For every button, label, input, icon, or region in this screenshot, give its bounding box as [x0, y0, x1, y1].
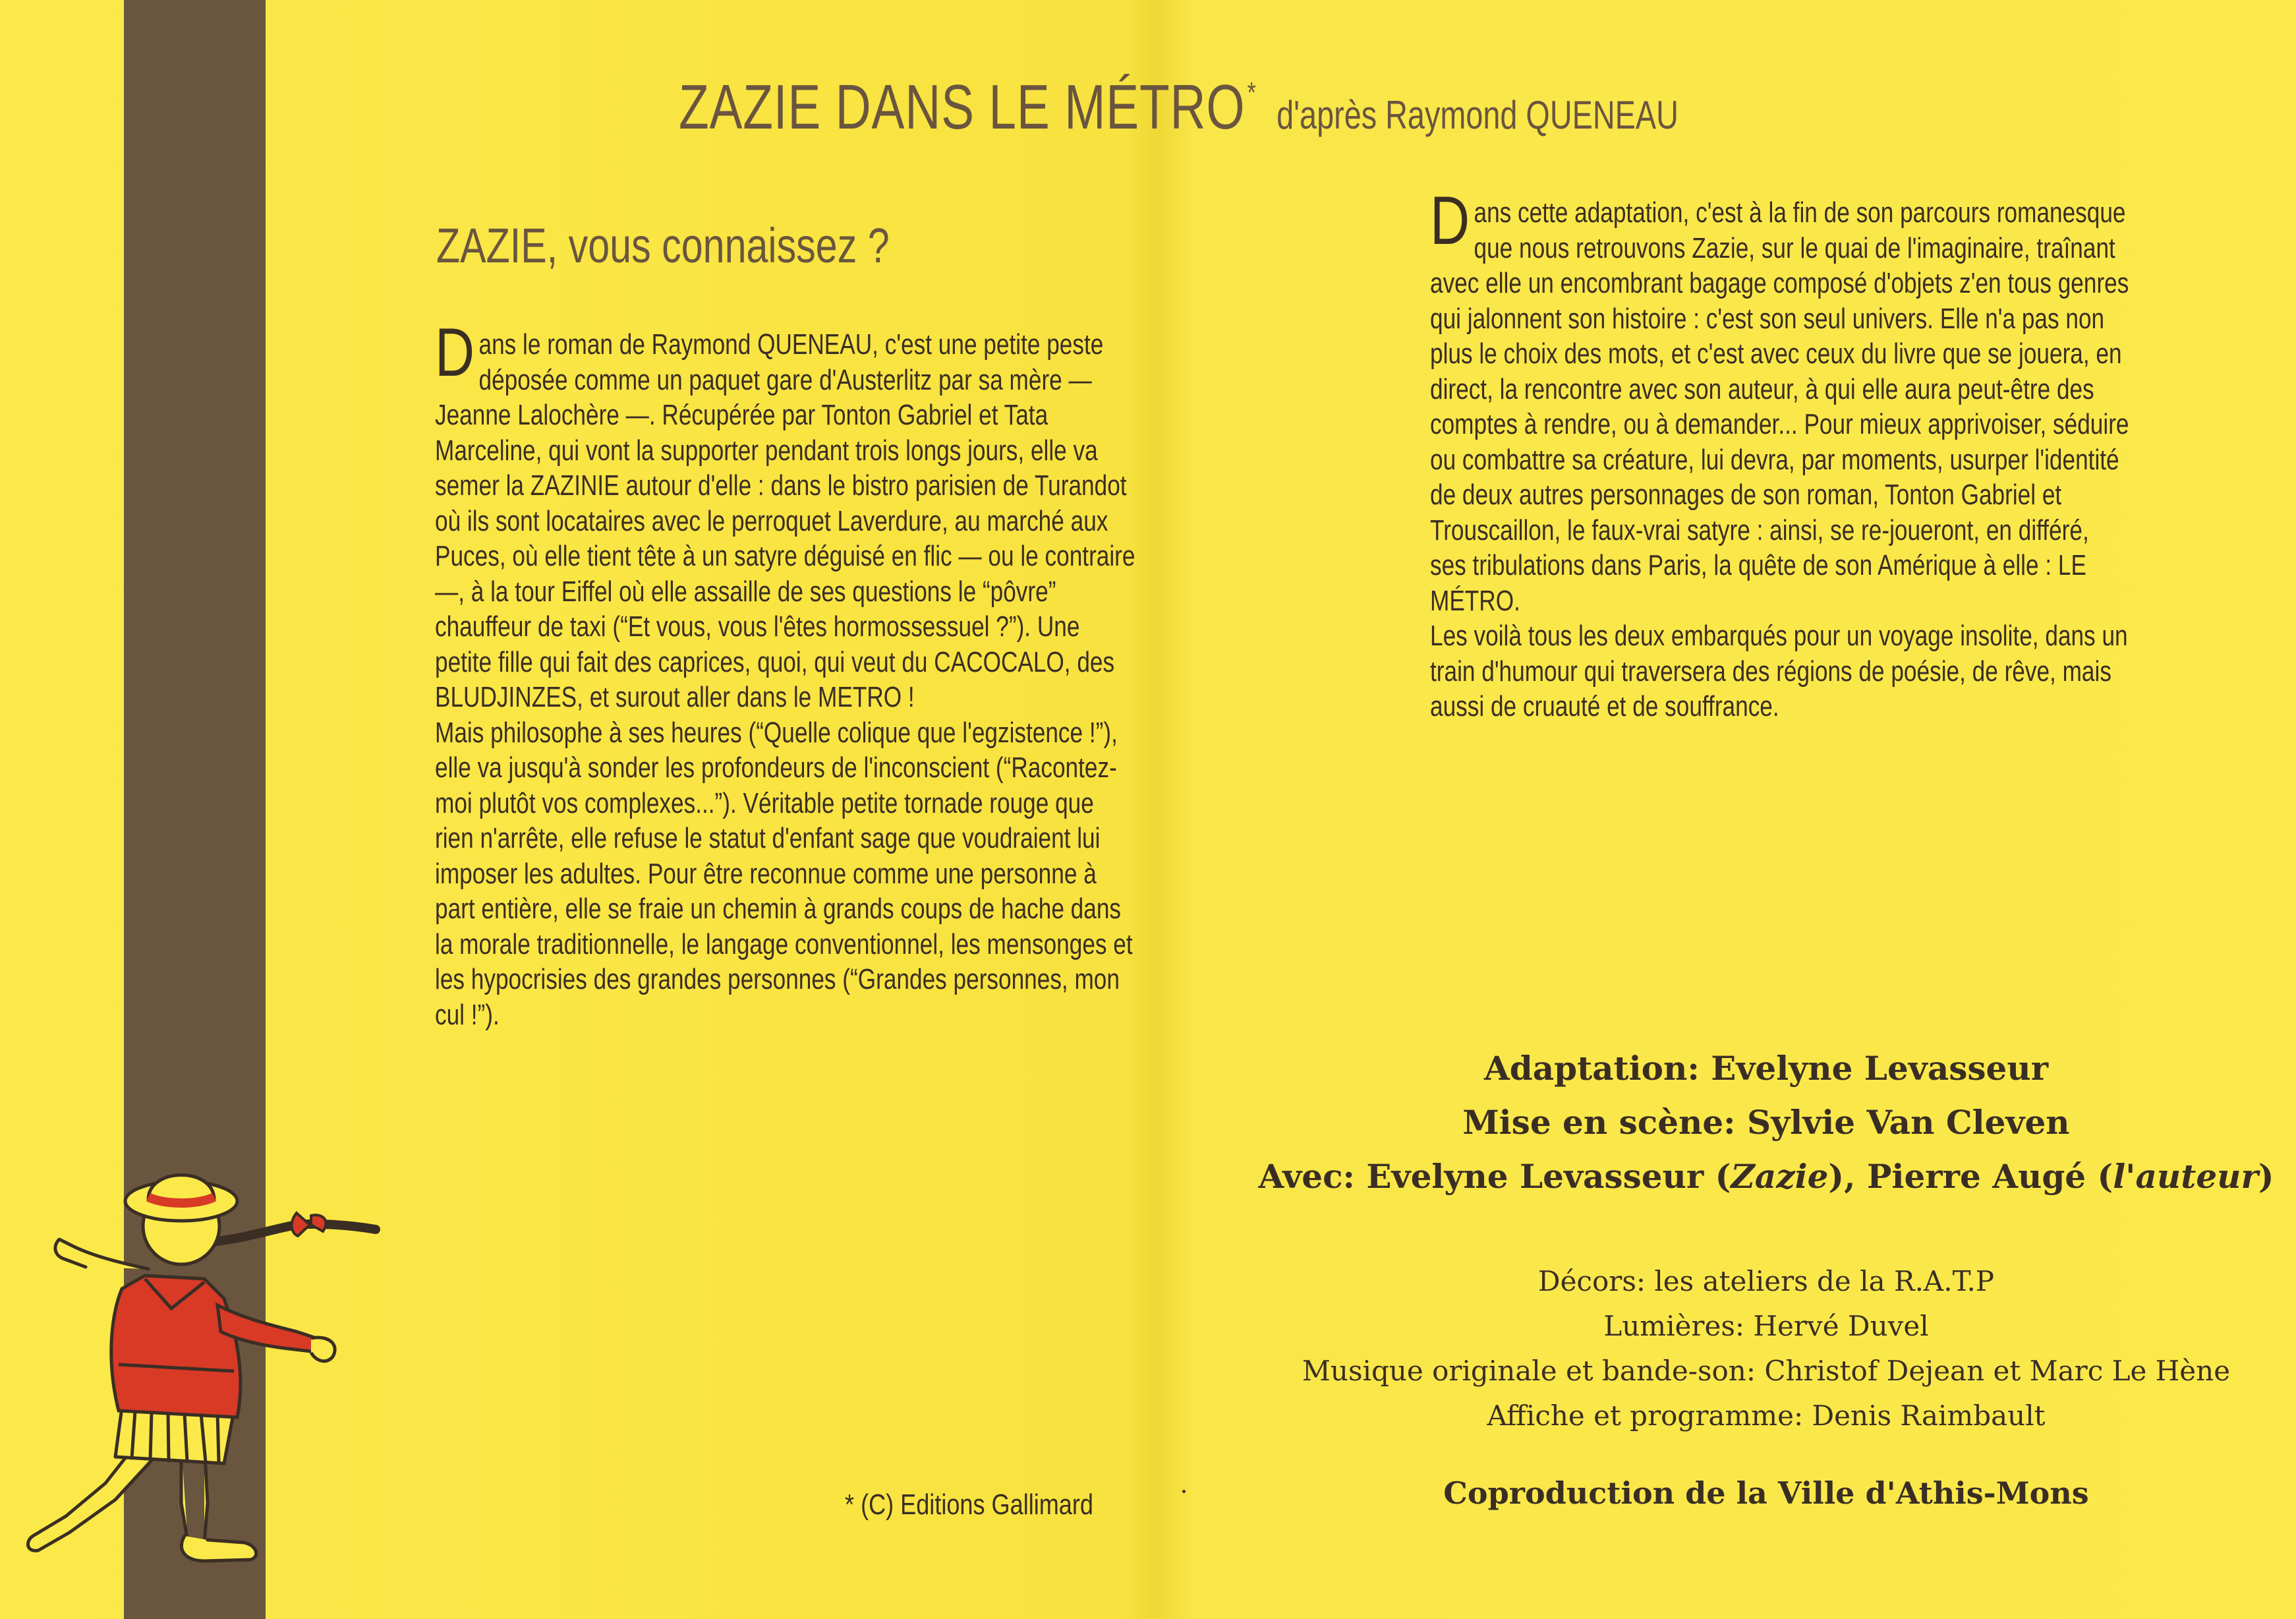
right-paragraph-1-text: ans cette adaptation, c'est à la fin de son parcours romanesque que nous retrouvons Zazie, sur le quai de l'imaginaire, traînant avec elle un encombrant bagage composé d'objets z'en tous genres qui jalonnent son histoire : c'est son seul univers. Elle n'a pas non plus le choix des mots, et c'est avec ceux du livre que se jouera, en direct, la rencontre avec son auteur, à qui elle aura peut-être des comptes à rendre, ou à demander... Pour mieux apprivoiser, séduire ou combattre sa créature, lui devra, par moments, usurper l'identité de deux autres personnages de son roman, Tonton Gabriel et Trouscaillon, le faux-vrai satyre : ainsi, se re-joueront, en différé, ses tribulations dans Paris, la quête de son Amérique à elle : LE MÉTRO.	[1430, 196, 2129, 617]
cast-role-zazie: Zazie	[1731, 1157, 1829, 1196]
left-dropcap: D	[435, 314, 475, 391]
copyright-footnote: * (C) Editions Gallimard	[845, 1488, 1093, 1521]
credit-adaptation: Adaptation: Evelyne Levasseur	[1483, 1049, 2049, 1088]
zazie-figure-drawing	[7, 1147, 455, 1569]
fold-dot	[1182, 1490, 1186, 1493]
credit-lumieres: Lumières: Hervé Duvel	[1603, 1310, 1929, 1342]
page-title	[679, 71, 1679, 144]
left-paragraph-2: Mais philosophe à ses heures (“Quelle colique que l'egzistence !”), elle va jusqu'à sonder les profondeurs de l'inconscient (“Racontez-moi plutôt vos complexes...”). Véritable petite tornade rouge que rien n'arrête, elle refuse le statut d'enfant sage que voudraient lui imposer les adultes. Pour être reconnue comme une personne à part entière, elle se fraie un chemin à grands coups de hache dans la morale traditionnelle, le langage conventionnel, les mensonges et les hypocrisies des grandes personnes (“Grandes personnes, mon cul !”).	[435, 716, 1133, 1031]
title-asterisk: *	[1247, 76, 1256, 109]
cast-suffix: )	[2258, 1157, 2274, 1196]
credit-decors: Décors: les ateliers de la R.A.T.P	[1537, 1265, 1995, 1297]
credit-affiche: Affiche et programme: Denis Raimbault	[1487, 1399, 2046, 1432]
cast-role-auteur: l'auteur	[2113, 1157, 2258, 1196]
right-dropcap: D	[1430, 183, 1470, 259]
left-heading: ZAZIE, vous connaissez ?	[436, 218, 890, 273]
cast-prefix: Avec: Evelyne Levasseur (	[1258, 1157, 1731, 1196]
left-paragraph-1	[435, 314, 1136, 715]
left-text-column	[435, 314, 1136, 1032]
title-subtitle: d'après Raymond QUENEAU	[1277, 93, 1679, 137]
main-credits	[1252, 1042, 2280, 1204]
credit-cast	[1252, 1150, 2280, 1204]
right-paragraph-1	[1430, 183, 2131, 618]
title-main: ZAZIE DANS LE MÉTRO	[679, 72, 1246, 142]
cast-middle: ), Pierre Augé (	[1828, 1157, 2113, 1196]
credit-mise-en-scene: Mise en scène: Sylvie Van Cleven	[1462, 1103, 2070, 1142]
credit-coproduction: Coproduction de la Ville d'Athis-Mons	[1443, 1475, 2089, 1511]
technical-credits	[1252, 1259, 2280, 1438]
right-text-column	[1430, 183, 2131, 724]
credit-musique: Musique originale et bande-son: Christof Dejean et Marc Le Hène	[1302, 1355, 2231, 1387]
left-paragraph-1-text: ans le roman de Raymond QUENEAU, c'est une petite peste déposée comme un paquet gare d'Austerlitz par sa mère — Jeanne Lalochère —. Récupérée par Tonton Gabriel et Tata Marceline, qui vont la supporter pendant trois longs jours, elle va semer la ZAZINIE autour d'elle : dans le bistro parisien de Turandot où ils sont locataires avec le perroquet Laverdure, au marché aux Puces, où elle tient tête à un satyre déguisé en flic — ou le contraire —, à la tour Eiffel où elle assaille de ses questions le “pôvre” chauffeur de taxi (“Et vous, vous l'êtes hormossessuel ?”). Une petite fille qui fait des caprices, quoi, qui veut du CACOCALO, des BLUDJINZES, et surout aller dans le METRO !	[435, 328, 1135, 713]
right-paragraph-2: Les voilà tous les deux embarqués pour un voyage insolite, dans un train d'humour qui traversera des régions de poésie, de rêve, mais aussi de cruauté et de souffrance.	[1430, 620, 2128, 722]
